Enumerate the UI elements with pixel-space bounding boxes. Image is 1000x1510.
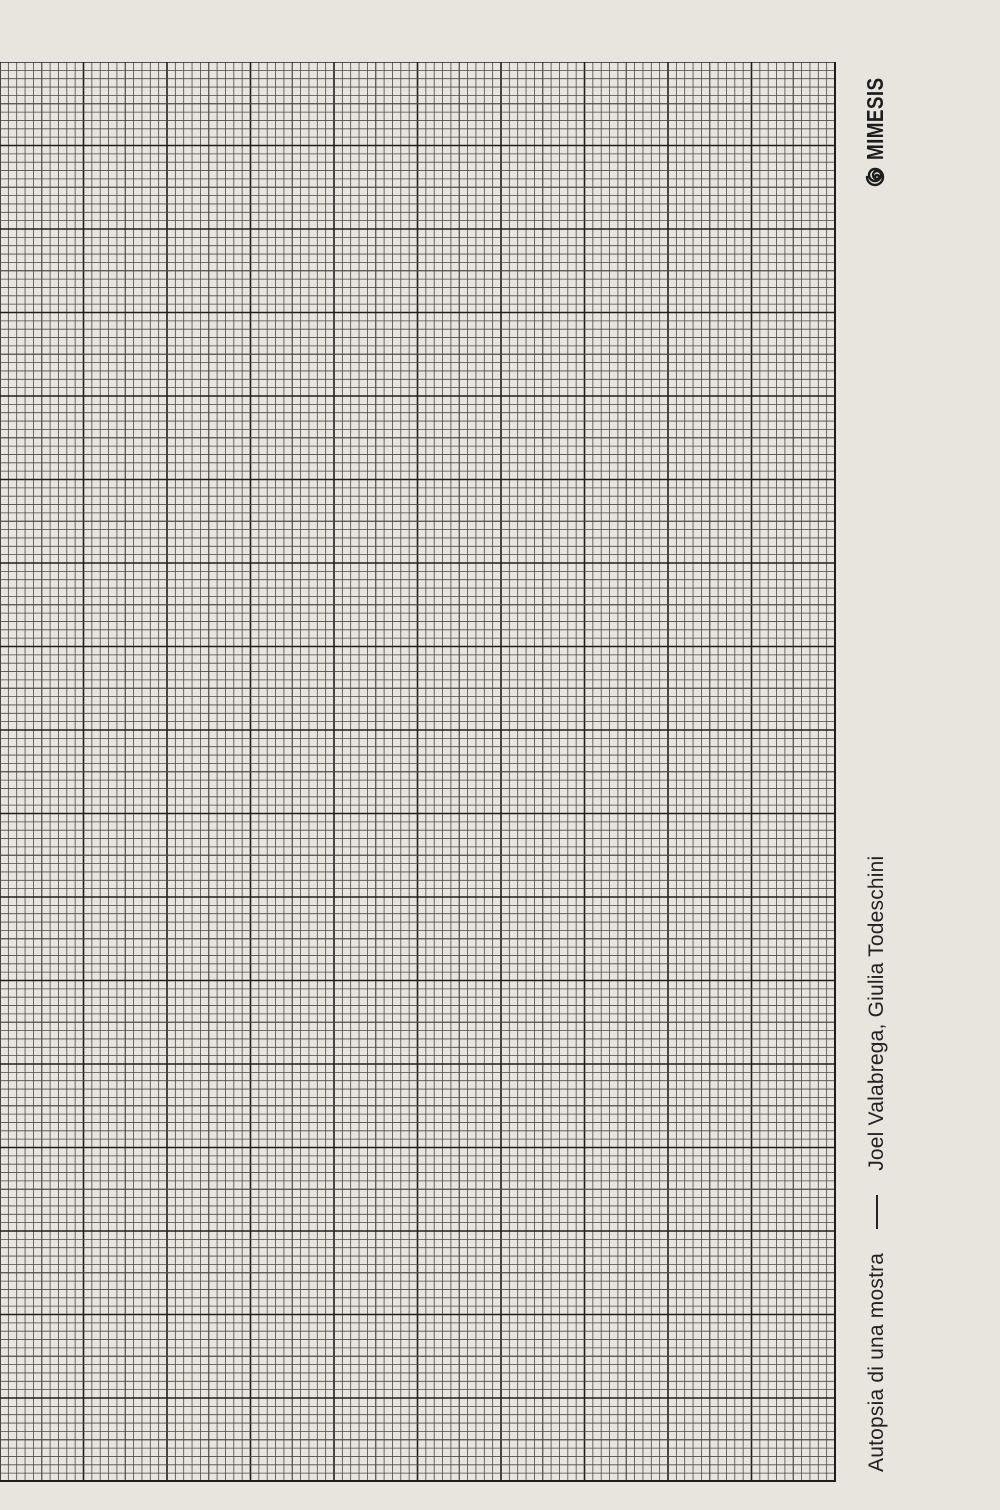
separator-dash (876, 1195, 878, 1229)
book-authors: Joel Valabrega, Giulia Todeschini (865, 855, 888, 1171)
publisher-name: MIMESIS (861, 77, 888, 160)
graph-paper-grid (0, 62, 836, 1482)
book-title: Autopsia di una mostra (865, 1252, 888, 1472)
publisher-logo (860, 59, 890, 188)
grid-lines (0, 62, 836, 1482)
title-author-line (862, 856, 892, 1472)
spiral-mark-icon (864, 166, 886, 188)
